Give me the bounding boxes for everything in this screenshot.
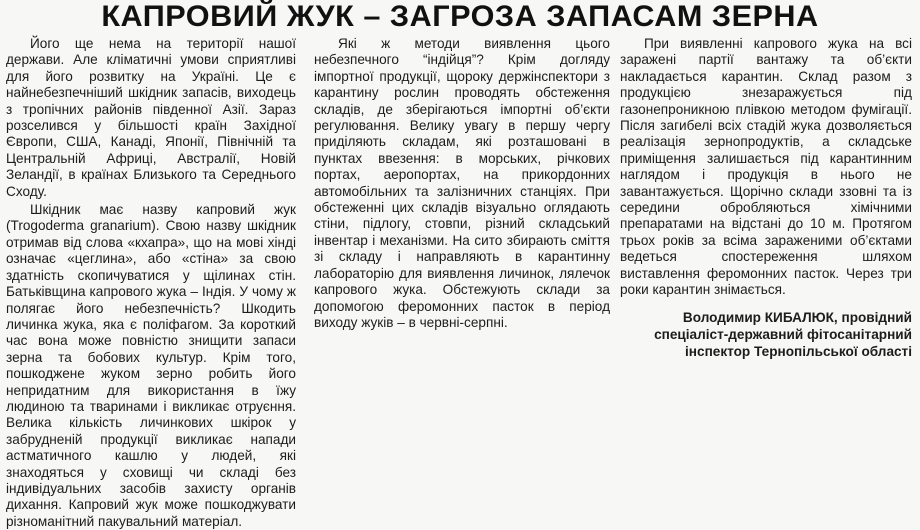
author-position: провідний спеціаліст-державний фітосанітарний інспектор Тернопільської області bbox=[654, 309, 912, 359]
article-column-3 bbox=[620, 36, 912, 360]
article-column-2 bbox=[314, 36, 610, 331]
author-signature bbox=[620, 309, 912, 360]
author-name: Володимир КИБАЛЮК, bbox=[682, 309, 838, 325]
article-column-1 bbox=[6, 36, 296, 530]
article-paragraph-description: Шкідник має назву капровий жук (Trogoderma granarium). Свою назву шкідник отримав від слова «кхапра», що на мові хінді означає «цеглина», або «стіна» за свою здатність скопичуватися у щілинах стін. Батьківщина капрового жука – Індія. У чому ж полягає його небезпечність? Шкодить личинка жука, яка є поліфагом. За короткий час вона може повністю знищити запаси зерна та бобових культур. Крім того, пошкоджене жуком зерно робить його непридатним для використання в їжу людиною та тваринами і викликає отруєння. Велика кількість личинкових шкірок у забрудненій продукції викликає напади астматичного кашлю у людей, які знаходяться у сховищі чи складі без індивідуальних засобів захисту органів дихання. Капровий жук може пошкоджувати різноманітний пакувальний матеріал. bbox=[6, 202, 296, 529]
article-paragraph-quarantine: При виявленні капрового жука на всі заражені партії вантажу та об’єкти накладається карантин. Склад разом з продукцією знезаражується під газонепроникною плівкою методом фумігації. Після загибелі всіх стадій жука дозволяється реалізація зернопродуктів, а складське приміщення залишається під карантинним наглядом і продукція в нього не завантажується. Щорічно склади ззовні та із середини обробляються хімічними препаратами на відстані до 10 м. Протягом трьох років за всіма зараженими об’єктами ведеться спостереження шляхом виставлення феромонних пасток. Через три роки карантин знімається. bbox=[620, 36, 912, 298]
article-paragraph-detection: Які ж методи виявлення цього небезпечного “індійця”? Крім догляду імпортної продукції, щороку держінспектори з карантину рослин проводять обстеження складів, де зберігаються імпортні об’єкти регулювання. Велику увагу в першу чергу приділяють складам, які розташовані в пунктах ввезення: в морських, річкових портах, аеропортах, на прикордонних автомобільних та залізничних станціях. При обстеженні цих складів візуально оглядають стіни, підлогу, стовпи, різний складський інвентар і механізми. На сито збирають сміття зі складу і направляють в карантинну лабораторію для виявлення личинок, лялечок капрового жука. Обстежують склади за допомогою феромонних пасток в період виходу жуків – в червні-серпні. bbox=[314, 36, 610, 330]
article-paragraph-intro: Його ще нема на території нашої держави. Але кліматичні умови сприятливі для його розвитку на Україні. Це є найнебезпечніший шкідник запасів, виходець з тропічних районів південної Азії. Зараз розселився у більшості країн Західної Європи, США, Канаді, Японії, Північній та Центральній Африці, Австралії, Новій Зеландії, в країнах Близького та Середнього Сходу. bbox=[6, 36, 296, 199]
article-headline: КАПРОВИЙ ЖУК – ЗАГРОЗА ЗАПАСАМ ЗЕРНА bbox=[101, 0, 819, 33]
